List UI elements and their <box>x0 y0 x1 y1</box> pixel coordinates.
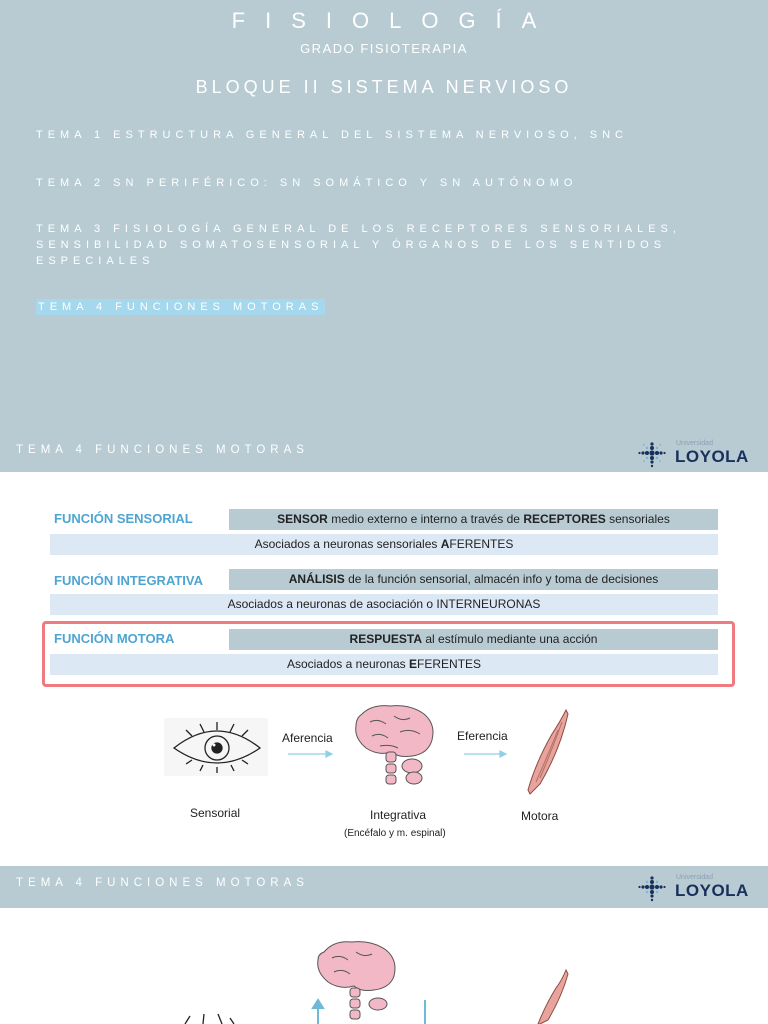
logo-subtext: Universidad <box>676 874 713 881</box>
muscle-icon <box>538 970 568 1024</box>
function-sensorial-desc <box>229 509 718 530</box>
desc-bold: SENSOR <box>277 512 328 526</box>
function-sensorial-assoc <box>50 534 718 555</box>
function-motora-desc <box>229 629 718 650</box>
assoc-text: Asociados a neuronas <box>286 657 410 671</box>
desc-text: al estímulo mediante una acción <box>422 632 598 646</box>
slide-header-2 <box>0 866 768 908</box>
assoc-text: Asociados a neuronas sensoriales <box>254 537 441 551</box>
desc-bold: RESPUESTA <box>349 632 423 646</box>
function-motora-label: FUNCIÓN MOTORA <box>54 631 175 646</box>
desc-bold: RECEPTORES <box>523 512 606 526</box>
title-slide <box>0 0 768 432</box>
slide-header-title-2: TEMA 4 FUNCIONES MOTORAS <box>16 877 309 889</box>
block-title: BLOQUE II SISTEMA NERVIOSO <box>195 77 573 97</box>
desc-text: medio externo e interno a través de <box>327 512 524 526</box>
function-integrativa-assoc: Asociados a neuronas de asociación o INTERNEURONAS <box>50 594 718 615</box>
logo-subtext: Universidad <box>676 440 713 447</box>
slide-header <box>0 432 768 472</box>
brain-icon <box>318 942 395 1019</box>
course-title: FISIOLOGÍA <box>231 8 557 33</box>
muscle-icon <box>528 710 568 794</box>
logo-text: LOYOLA <box>675 447 749 466</box>
topic-2[interactable]: TEMA 2 SN PERIFÉRICO: SN SOMÁTICO Y SN AUTÓNOMO <box>36 177 578 189</box>
integrativa-caption: Integrativa <box>370 808 427 822</box>
aferencia-label: Aferencia <box>282 731 333 745</box>
loyola-logo <box>638 438 753 468</box>
desc-text: sensoriales <box>605 512 670 526</box>
loyola-logo-2 <box>638 872 753 902</box>
assoc-text: FERENTES <box>449 537 514 551</box>
topic-1[interactable]: TEMA 1 ESTRUCTURA GENERAL DEL SISTEMA NERVIOSO, SNC <box>36 129 629 141</box>
topic-4-active[interactable]: TEMA 4 FUNCIONES MOTORAS <box>38 301 324 313</box>
sensorial-caption: Sensorial <box>190 806 241 820</box>
integrativa-note: (Encéfalo y m. espinal) <box>344 828 446 839</box>
slide-header-title: TEMA 4 FUNCIONES MOTORAS <box>16 444 309 456</box>
motora-caption: Motora <box>521 809 559 823</box>
eferencia-label: Eferencia <box>457 729 508 743</box>
eye-icon <box>185 1014 234 1024</box>
assoc-text: FERENTES <box>417 657 482 671</box>
course-subtitle: GRADO FISIOTERAPIA <box>300 41 468 56</box>
desc-bold: ANÁLISIS <box>288 572 345 586</box>
function-integrativa-desc <box>229 569 718 590</box>
logo-cross-icon <box>638 874 666 902</box>
topic-3[interactable]: TEMA 3 FISIOLOGÍA GENERAL DE LOS RECEPTORES SENSORIALES, SENSIBILIDAD SOMATOSENSORIAL Y ÓRGANOS DE LOS SENTIDOS ESPECIALES <box>36 223 681 267</box>
brain-icon <box>356 706 433 784</box>
function-integrativa-label: FUNCIÓN INTEGRATIVA <box>54 573 204 588</box>
logo-text: LOYOLA <box>675 881 749 900</box>
slide3-diagram <box>0 930 768 1024</box>
assoc-bold: A <box>440 537 450 551</box>
assoc-bold: E <box>409 657 418 671</box>
desc-text: de la función sensorial, almacén info y toma de decisiones <box>344 572 659 586</box>
eye-icon <box>164 718 268 776</box>
function-sensorial-label: FUNCIÓN SENSORIAL <box>54 511 193 526</box>
function-motora-assoc <box>50 654 718 675</box>
logo-cross-icon <box>638 440 666 468</box>
